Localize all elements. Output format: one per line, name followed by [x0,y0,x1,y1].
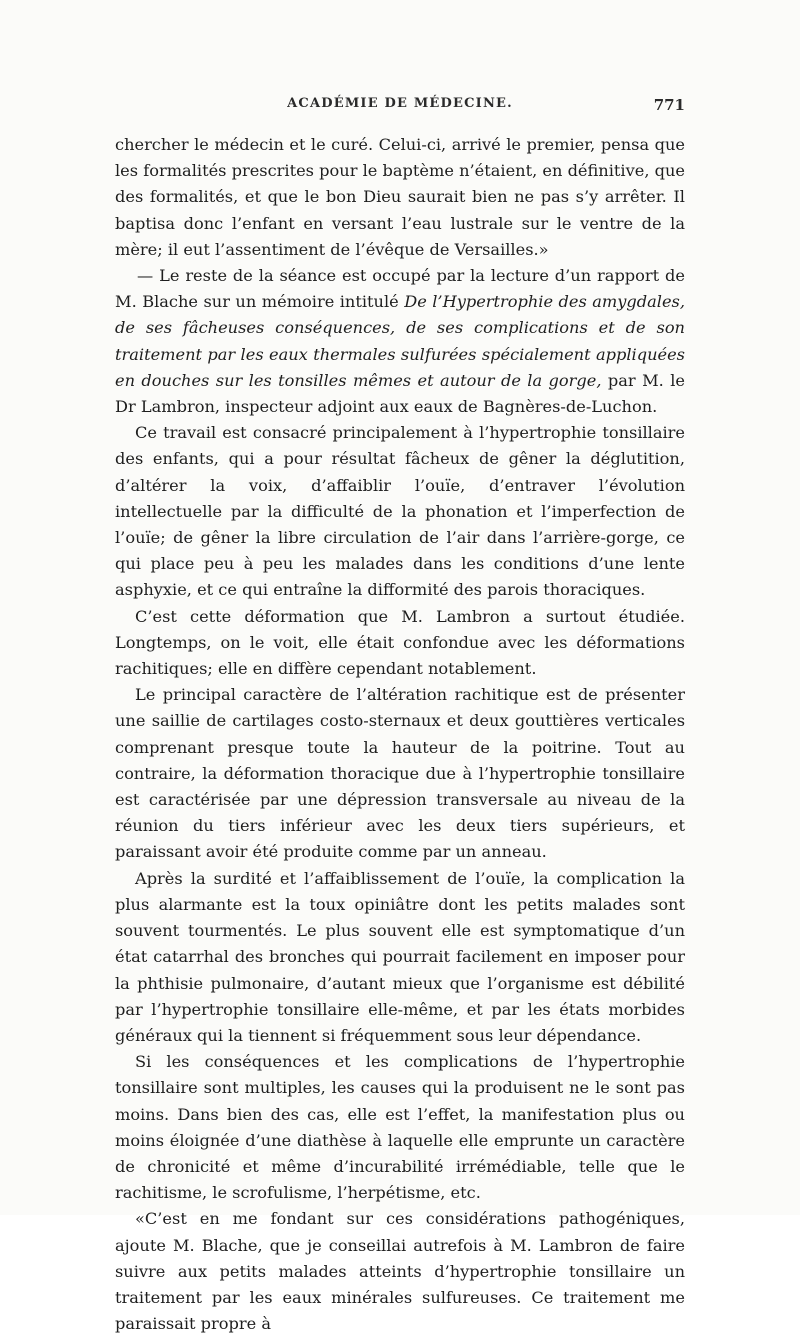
paragraph-report [115,263,685,420]
report-intro-text: — Le reste de la séance est occupé par la lecture d’un rapport de M. Blache sur un mémoire intitulé [115,266,685,312]
paragraph-body: Si les conséquences et les complications de l’hypertrophie tonsillaire sont multiples, les causes qui la produisent ne le sont pas moins. Dans bien des cas, elle est l’effet, la manifestation plus ou moins éloignée d’une diathèse à laquelle elle emprunte un caractère de chronicité et même d’incurabilité irrémédiable, telle que le rachitisme, le scrofulisme, l’herpétisme, etc. [115,1052,685,1203]
paragraph-quote: «C’est en me fondant sur ces considérations pathogéniques, ajoute M. Blache, que je conseillai autrefois à M. Lambron de faire suivre aux petits malades atteints d’hypertrophie tonsillaire un traitement par les eaux minérales sulfureuses. Ce traitement me paraissait propre à [115,1209,685,1334]
memoir-title: De l’Hypertrophie des amygdales, de ses fâcheuses conséquences, de ses complications et de son traitement par les eaux thermales sulfurées spécialement appliquées en douches sur les tonsilles mêmes et autour de la gorge, [115,292,685,390]
report-author-text: par M. le Dr Lambron, inspecteur adjoint aux eaux de Bagnères-de-Luchon. [115,370,685,417]
body-text [115,132,685,1337]
paragraph-body: Après la surdité et l’affaiblissement de l’ouïe, la complication la plus alarmante est la toux opiniâtre dont les petits malades sont souvent tourmentés. Le plus souvent elle est symptomatique d’un état catarrhal des bronches qui pourrait facilement en imposer pour la phthisie pulmonaire, d’autant mieux que l’organisme est débilité par l’hypertrophie tonsillaire elle-même, et par les états morbides généraux qui la tiennent si fréquemment sous leur dépendance. [115,868,685,1045]
page-number: 771 [653,96,685,114]
paragraph-continued: chercher le médecin et le curé. Celui-ci, arrivé le premier, pensa que les formalités prescrites pour le baptème n’étaient, en définitive, que des formalités, et que le bon Dieu saurait bien ne pas s’y arrêter. Il baptisa donc l’enfant en versant l’eau lustrale sur le ventre de la mère; il eut l’assentiment de l’évêque de Versailles.» [115,135,685,259]
running-header [115,96,685,126]
paragraph-body: C’est cette déformation que M. Lambron a surtout étudiée. Longtemps, on le voit, elle était confondue avec les déformations rachitiques; elle en diffère cependant notablement. [115,606,685,679]
running-title: ACADÉMIE DE MÉDECINE. [287,96,513,111]
paragraph-body: Ce travail est consacré principalement à l’hypertrophie tonsillaire des enfants, qui a pour résultat fâcheux de gêner la déglutition, d’altérer la voix, d’affaiblir l’ouïe, d’entraver l’évolution intellectuelle par la difficulté de la phonation et l’imperfection de l’ouïe; de gêner la libre circulation de l’air dans l’arrière-gorge, ce qui place peu à peu les malades dans les conditions d’une lente asphyxie, et ce qui entraîne la difformité des parois thoraciques. [115,423,685,600]
paragraph-body: Le principal caractère de l’altération rachitique est de présenter une saillie de cartilages costo-sternaux et deux gouttières verticales comprenant presque toute la hauteur de la poitrine. Tout au contraire, la déformation thoracique due à l’hypertrophie tonsillaire est caractérisée par une dépression transversale au niveau de la réunion du tiers inférieur avec les deux tiers supérieurs, et paraissant avoir été produite comme par un anneau. [115,685,685,862]
